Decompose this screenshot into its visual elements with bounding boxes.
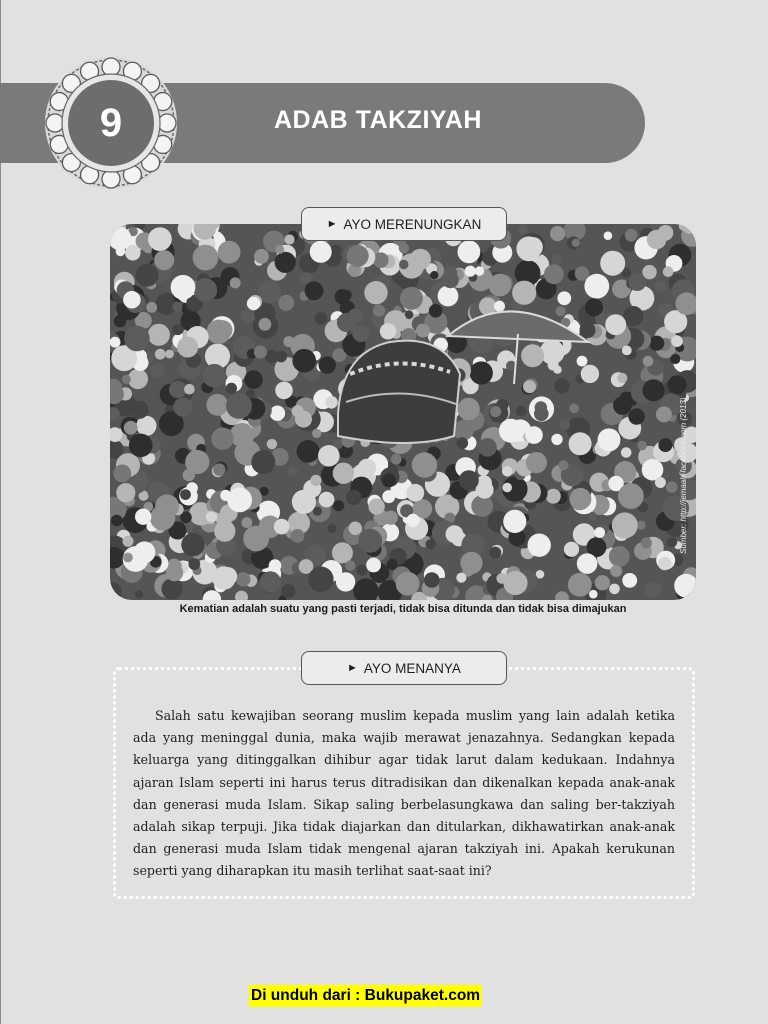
triangle-marker-icon: ► xyxy=(326,218,338,230)
body-paragraph: Salah satu kewajiban seorang muslim kepada muslim yang lain adalah ketika ada yang meninggal dunia, maka wajib merawat jenazahnya. Sedangkan kepada keluarga yang ditinggalkan dihibur agar tidak larut dalam kedukaan. Indahnya ajaran Islam seperti ini harus terus ditradisikan dan dikenalkan kepada anak-anak dan generasi muda Islam. Sikap saling berbelasungkawa dan saling ber-takziyah adalah sikap terpuji. Jika tidak diajarkan dan ditularkan, dikhawatirkan anak-anak dan generasi muda Islam tidak mengenal ajaran takziyah ini. Apakah kerukunan seperti yang diharapkan itu masih terlihat saat-saat ini? xyxy=(133,708,675,879)
reflect-label: AYO MERENUNGKAN xyxy=(343,216,482,232)
download-source-link[interactable]: Di unduh dari : Bukupaket.com xyxy=(249,985,482,1007)
section-label-ask xyxy=(301,651,507,685)
chapter-title: ADAB TAKZIYAH xyxy=(274,106,482,134)
funeral-procession-photo xyxy=(110,224,696,600)
chapter-number: 9 xyxy=(99,100,123,145)
photo-source-credit: Sumber: http://jemaah-facebook.com (2013) xyxy=(679,397,688,554)
photo-caption: Kematian adalah suatu yang pasti terjadi, tidak bisa ditunda dan tidak bisa dimajukan xyxy=(179,603,627,615)
section-label-reflect xyxy=(301,207,507,241)
ask-label: AYO MENANYA xyxy=(363,660,461,676)
triangle-marker-icon: ► xyxy=(347,662,358,674)
